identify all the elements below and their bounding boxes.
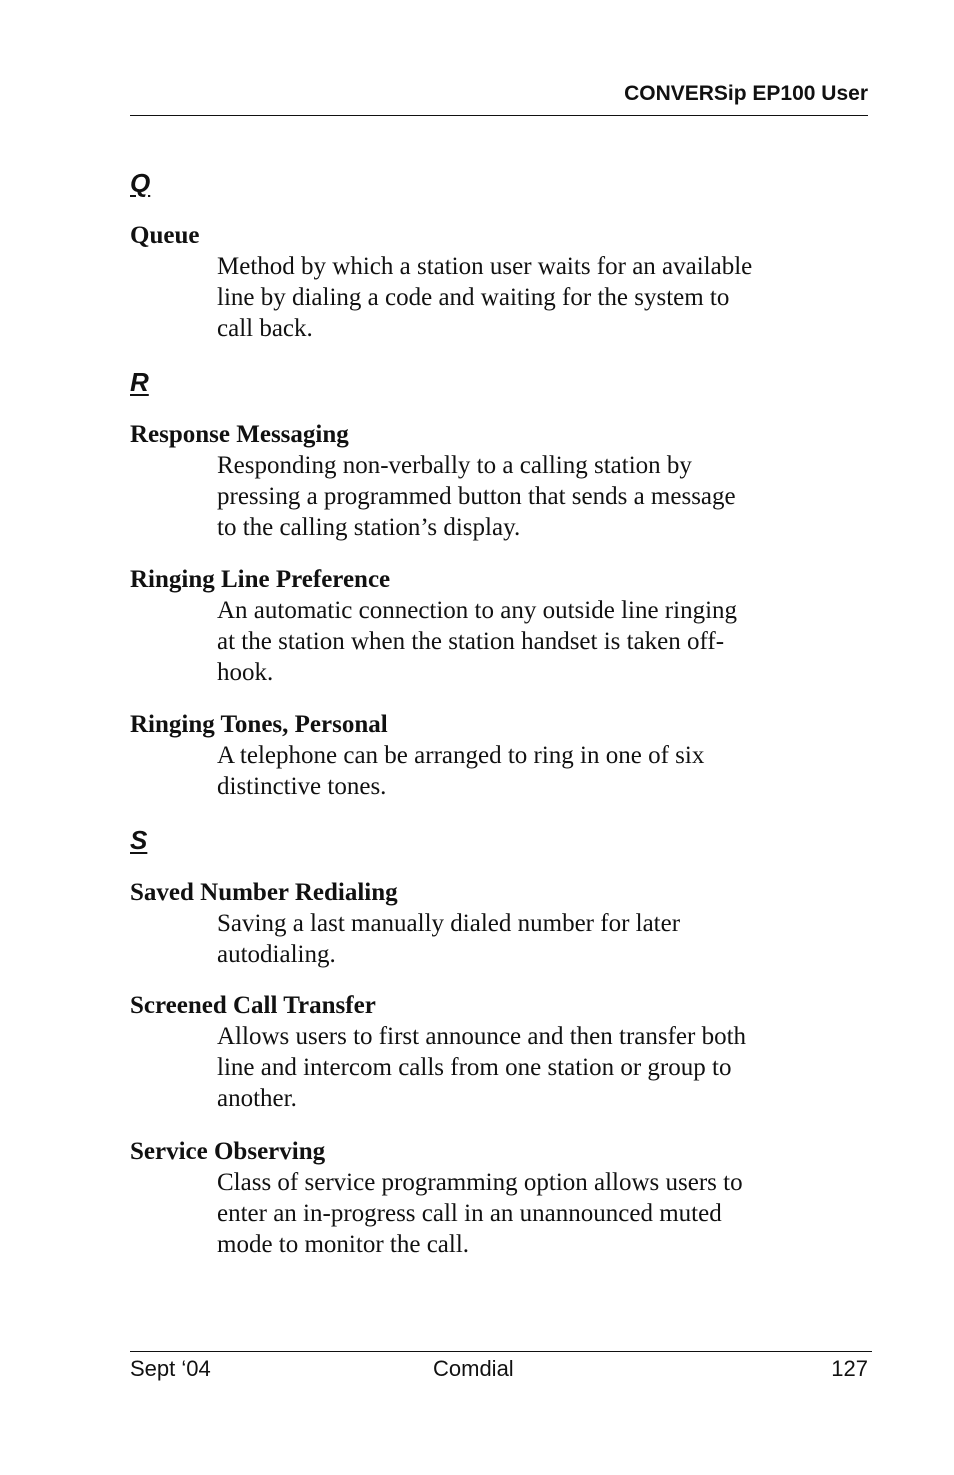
definition-line: Allows users to first announce and then transfer both	[217, 1023, 747, 1050]
document-title: CONVERSip EP100 User	[624, 82, 868, 105]
definition-line: line by dialing a code and waiting for the system to	[217, 284, 730, 312]
glossary-term: Screened Call Transfer	[130, 992, 376, 1019]
definition-line: Responding non-verbally to a calling station by	[217, 452, 692, 479]
glossary-term: Ringing Tones, Personal	[130, 711, 388, 738]
definition-line: pressing a programmed button that sends a message	[217, 483, 736, 511]
glossary-definition	[217, 908, 810, 970]
glossary-term: Service Observing	[130, 1138, 326, 1165]
definition-line: Method by which a station user waits for an available	[217, 253, 753, 280]
definition-line: autodialing.	[217, 941, 336, 969]
glossary-term: Response Messaging	[130, 421, 349, 448]
definition-line: An automatic connection to any outside line ringing	[217, 597, 738, 624]
glossary-entry-service-observing	[130, 1136, 810, 1261]
glossary-definition	[217, 251, 810, 345]
glossary-definition	[217, 1167, 810, 1261]
definition-line: to the calling station’s display.	[217, 514, 521, 542]
definition-line: enter an in-progress call in an unannounced muted	[217, 1200, 722, 1228]
definition-line: A telephone can be arranged to ring in one of six	[217, 742, 705, 769]
footer-date: Sept ‘04	[130, 1356, 211, 1381]
glossary-entry-ringing-line-preference	[130, 564, 810, 689]
definition-line: distinctive tones.	[217, 773, 387, 801]
glossary-definition	[217, 595, 810, 689]
glossary-term: Queue	[130, 222, 200, 249]
glossary-entry-saved-number-redialing	[130, 877, 810, 970]
page-number: 127	[831, 1356, 868, 1381]
section-letter-q: Q	[130, 168, 151, 198]
glossary-definition	[217, 740, 810, 802]
definition-line: hook.	[217, 659, 274, 687]
glossary-definition	[217, 1021, 810, 1115]
footer-company: Comdial	[433, 1356, 514, 1381]
definition-line: line and intercom calls from one station or group to	[217, 1054, 732, 1082]
glossary-entry-response-messaging	[130, 419, 810, 544]
glossary-entry-ringing-tones-personal	[130, 709, 810, 802]
header-divider	[130, 115, 868, 116]
glossary-definition	[217, 450, 810, 544]
definition-line: call back.	[217, 315, 313, 343]
definition-line: mode to monitor the call.	[217, 1231, 470, 1259]
footer-divider	[130, 1351, 872, 1352]
glossary-term: Ringing Line Preference	[130, 566, 391, 593]
glossary-entry-queue	[130, 220, 810, 345]
section-letter-s: S	[130, 825, 148, 855]
definition-line: Class of service programming option allows users to	[217, 1169, 743, 1196]
definition-line: at the station when the station handset is taken off-	[217, 628, 725, 656]
glossary-entry-screened-call-transfer	[130, 990, 810, 1115]
definition-line: another.	[217, 1085, 297, 1113]
definition-line: Saving a last manually dialed number for later	[217, 910, 681, 937]
glossary-term: Saved Number Redialing	[130, 879, 398, 906]
section-letter-r: R	[130, 367, 149, 397]
